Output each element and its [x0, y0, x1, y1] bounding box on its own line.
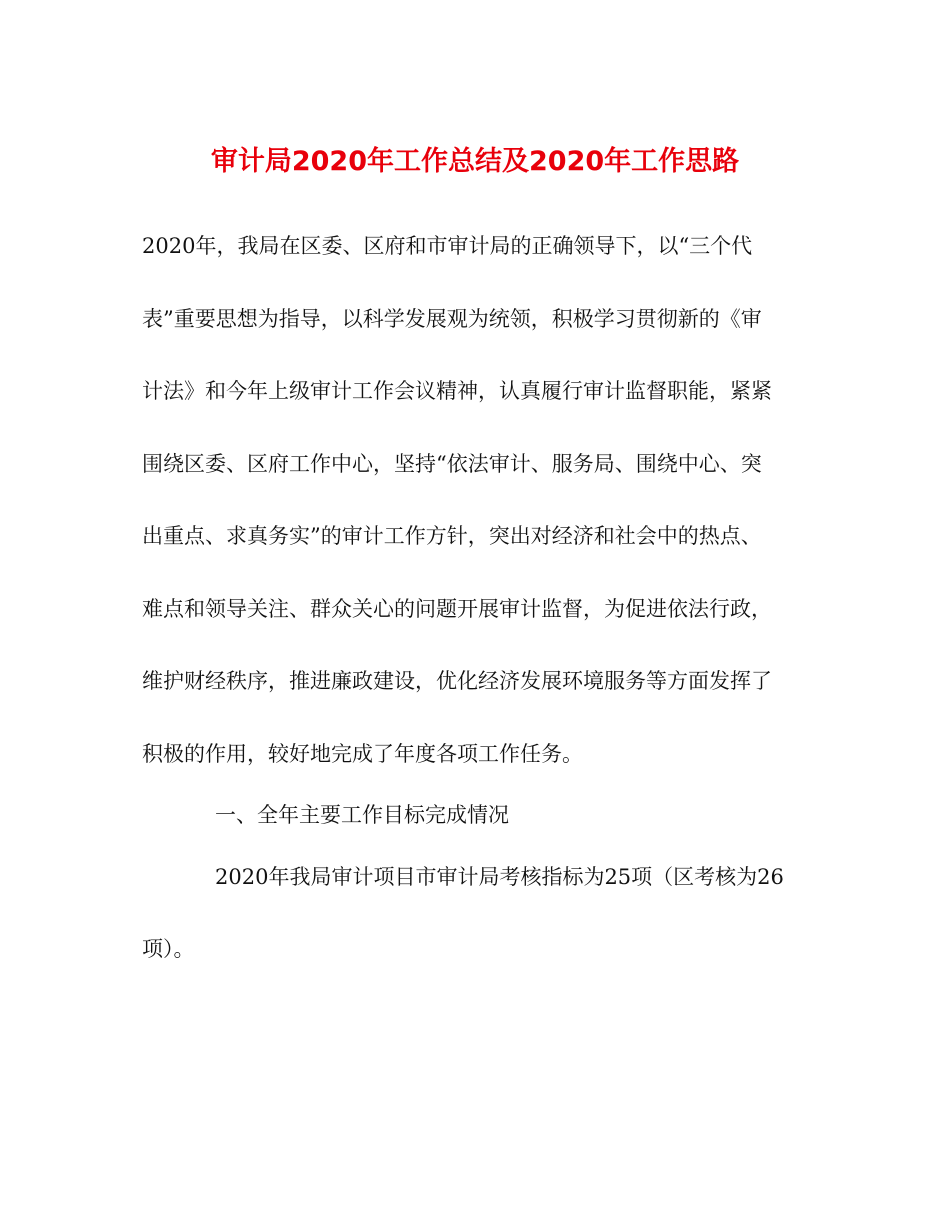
document-title: 审计局2020年工作总结及2020年工作思路 — [210, 146, 740, 177]
paragraph-line: 积极的作用，较好地完成了年度各项工作任务。 — [142, 742, 583, 766]
paragraph-line: 难点和领导关注、群众关心的问题开展审计监督，为促进依法行政， — [142, 597, 772, 621]
paragraph-line: 维护财经秩序，推进廉政建设，优化经济发展环境服务等方面发挥了 — [142, 669, 772, 693]
paragraph-line: 2020年我局审计项目市审计局考核指标为25项（区考核为26 — [215, 865, 784, 889]
paragraph-line: 计法》和今年上级审计工作会议精神，认真履行审计监督职能，紧紧 — [142, 379, 772, 403]
section-heading: 一、全年主要工作目标完成情况 — [215, 803, 509, 827]
paragraph-line: 项）。 — [142, 937, 195, 961]
paragraph-line: 出重点、求真务实”的审计工作方针，突出对经济和社会中的热点、 — [142, 524, 762, 548]
paragraph-line: 2020年，我局在区委、区府和市审计局的正确领导下，以“三个代 — [142, 234, 753, 258]
paragraph-line: 表”重要思想为指导，以科学发展观为统领，积极学习贯彻新的《审 — [142, 307, 762, 331]
paragraph-line: 围绕区委、区府工作中心，坚持“依法审计、服务局、围绕中心、突 — [142, 452, 762, 476]
